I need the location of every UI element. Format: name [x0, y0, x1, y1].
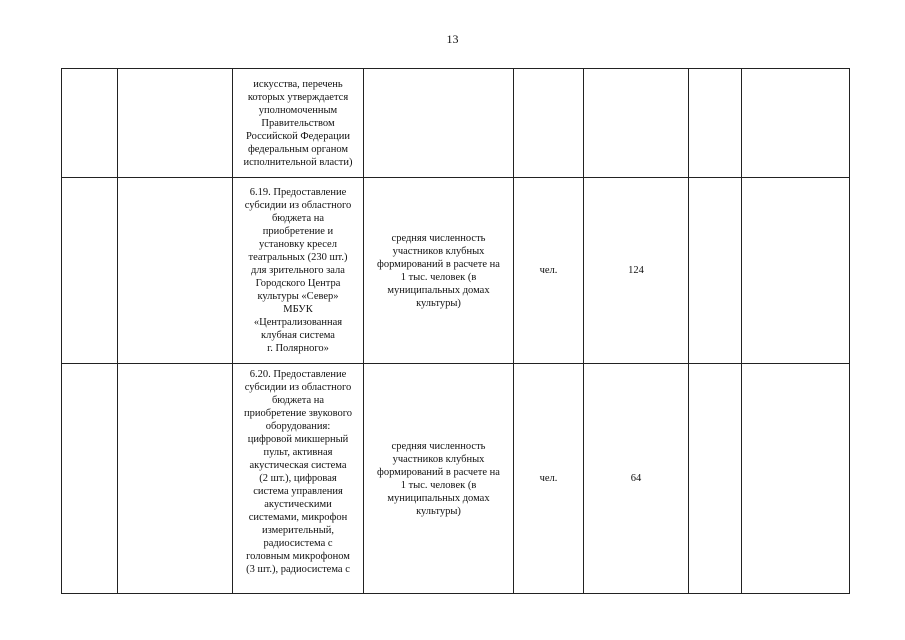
table-row — [62, 178, 850, 364]
table-cell-measure: 6.19. Предоставление субсидии из областного бюджета на приобретение и установку кресел театральных (230 шт.) для зрительного зала Городского Центра культуры «Север» МБУК «Централизованная клубная система г. Полярного» — [233, 178, 364, 364]
table-cell-indicator — [364, 69, 514, 178]
indicator-table — [61, 68, 850, 594]
table-cell-extra — [689, 178, 742, 364]
table-cell-measure: искусства, перечень которых утверждается уполномоченным Правительством Российской Федерации федеральным органом исполнительной власти) — [233, 69, 364, 178]
table-cell-value: 64 — [584, 364, 689, 594]
table-cell-indicator: средняя численность участников клубных формирований в расчете на 1 тыс. человек (в муниципальных домах культуры) — [364, 364, 514, 594]
table-row — [62, 364, 850, 594]
table-cell-measure: 6.20. Предоставление субсидии из областного бюджета на приобретение звукового оборудования: цифровой микшерный пульт, активная акустическая система (2 шт.), цифровая система управления акустическими системами, микрофон измерительный, радиосистема с головным микрофоном (3 шт.), радиосистема с — [233, 364, 364, 594]
table-cell-unit: чел. — [514, 178, 584, 364]
table-cell-value — [584, 69, 689, 178]
page-number: 13 — [446, 32, 459, 46]
table-cell-unit: чел. — [514, 364, 584, 594]
table-cell-note — [742, 69, 850, 178]
table-row — [62, 69, 850, 178]
table-cell-unit — [514, 69, 584, 178]
table-cell-program — [118, 364, 233, 594]
table-cell-note — [742, 364, 850, 594]
table-cell-index — [62, 69, 118, 178]
table-cell-index — [62, 178, 118, 364]
table-cell-index — [62, 364, 118, 594]
table-cell-indicator: средняя численность участников клубных формирований в расчете на 1 тыс. человек (в муниципальных домах культуры) — [364, 178, 514, 364]
table-cell-extra — [689, 69, 742, 178]
table-cell-note — [742, 178, 850, 364]
table-cell-value: 124 — [584, 178, 689, 364]
table-cell-program — [118, 178, 233, 364]
table-cell-extra — [689, 364, 742, 594]
table-cell-program — [118, 69, 233, 178]
